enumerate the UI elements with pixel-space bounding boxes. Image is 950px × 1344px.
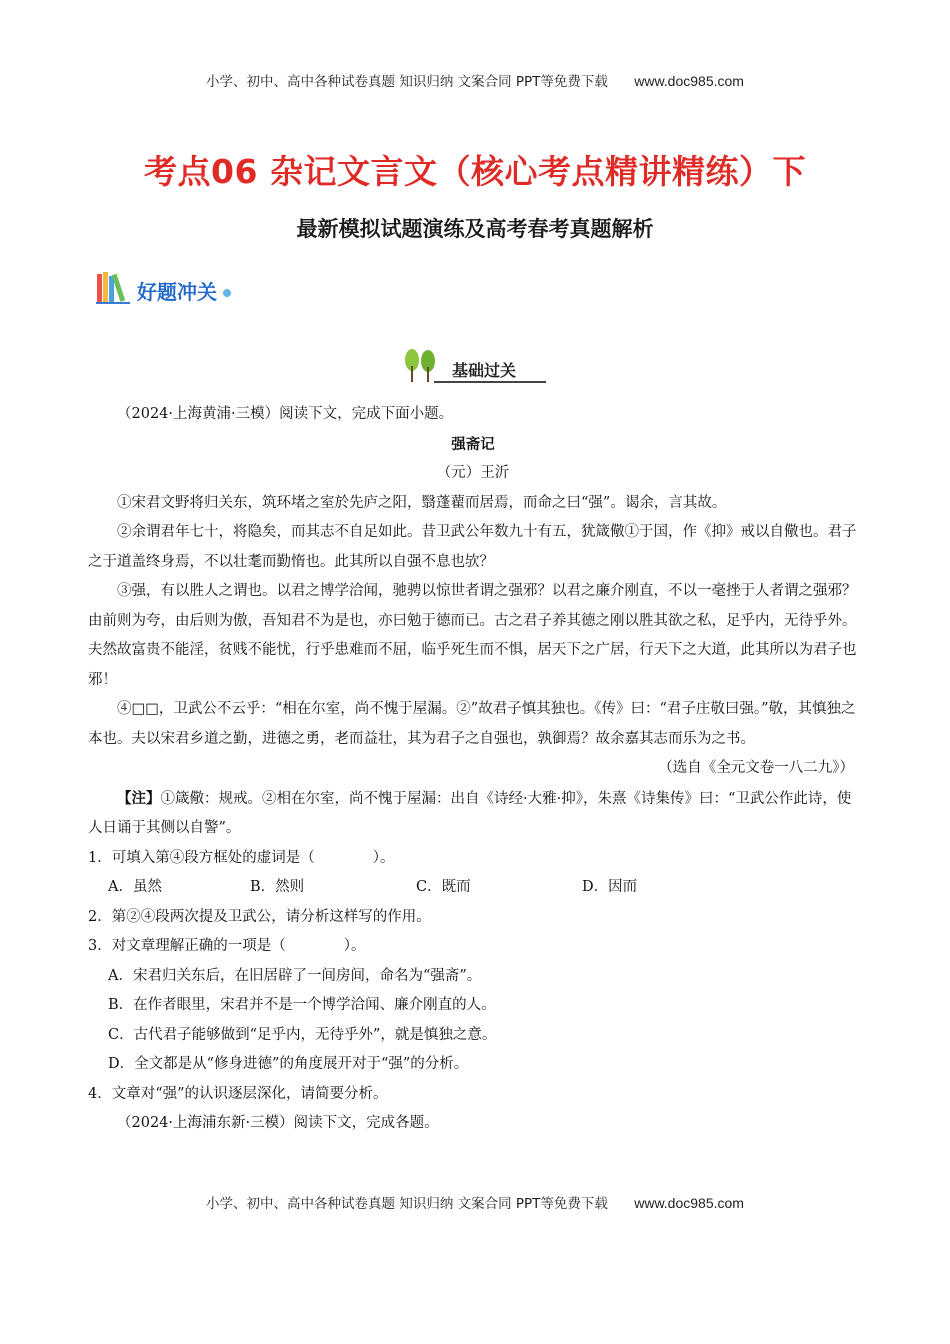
article-paragraph-2: ②余谓君年七十，将隐矣，而其志不自足如此。昔卫武公年数九十有五，犹箴儆①于国，作《抑》戒以自儆也。君子之于道盖终身焉，不以壮耄而勤惰也。此其所以自强不息也欤？	[88, 524, 857, 570]
question-2: 2．第②④段两次提及卫武公，请分析这样写的作用。	[88, 908, 431, 925]
next-passage-intro: （2024·上海浦东新·三模）阅读下文，完成各题。	[117, 1115, 439, 1131]
q1-option-d: D．因而	[582, 879, 638, 895]
page-title: 考点06 杂记文言文（核心考点精讲精练）下	[144, 152, 806, 191]
main-content	[88, 400, 858, 1139]
header-text: 小学、初中、高中各种试卷真题 知识归纳 文案合同 PPT等免费下载	[206, 74, 608, 90]
q3-option-a: A．宋君归关东后，在旧居辟了一间房间，命名为“强斋”。	[108, 967, 482, 984]
q1-option-b: B．然则	[250, 879, 305, 895]
section-badge	[400, 348, 550, 386]
q3-option-b: B．在作者眼里，宋君并不是一个博学洽闻、廉介刚直的人。	[108, 997, 496, 1013]
q1-option-c: C．既而	[416, 879, 471, 895]
article-author: （元）王沂	[436, 465, 510, 481]
q1-option-a: A．虽然	[108, 879, 162, 895]
q3-option-c: C．古代君子能够做到“足乎内，无待乎外”，就是慎独之意。	[108, 1026, 497, 1043]
badge-dot-icon	[223, 289, 231, 297]
article-paragraph-1: ①宋君文野将归关东，筑环堵之室於先庐之阳，翳蓬藋而居焉，而命之曰“强”。谒余，言其故。	[117, 494, 727, 511]
note-text: ①箴儆：规戒。②相在尔室，尚不愧于屋漏：出自《诗经·大雅·抑》，朱熹《诗集传》曰：“卫武公作此诗，使人日诵于其侧以自警”。	[88, 790, 852, 836]
good-questions-badge	[95, 270, 231, 310]
footer-site-link[interactable]: www.doc985.com	[634, 1195, 744, 1211]
question-4: 4．文章对“强”的认识逐层深化，请简要分析。	[88, 1085, 388, 1102]
books-icon	[95, 270, 135, 310]
article-source: （选自《全元文卷一八二九》）	[658, 760, 854, 776]
page-header	[0, 70, 950, 90]
question-1: 1．可填入第④段方框处的虚词是（ ）。	[88, 849, 395, 866]
passage-intro: （2024·上海黄浦·三模）阅读下文，完成下面小题。	[117, 406, 454, 422]
page-subtitle: 最新模拟试题演练及高考春考真题解析	[296, 217, 654, 241]
header-site-link[interactable]: www.doc985.com	[634, 73, 744, 89]
article-title: 强斋记	[451, 435, 495, 453]
section-label: 基础过关	[452, 361, 517, 380]
note-label: 【注】	[117, 789, 161, 807]
question-3: 3．对文章理解正确的一项是（ ）。	[88, 938, 366, 954]
section-underline	[434, 381, 546, 383]
article-paragraph-3: ③强，有以胜人之谓也。以君之博学洽闻，驰骋以惊世者谓之强邪？以君之廉介刚直，不以一毫挫于人者谓之强邪？由前则为夸，由后则为傲，吾知君不为是也，亦曰勉于德而已。古之君子养其德之刚以胜其欲之私，足乎内，无待乎外。夫然故富贵不能淫，贫贱不能忧，行乎患难而不屈，临乎死生而不惧，居天下之广居，行天下之大道，此其所以为君子也邪！	[88, 583, 857, 688]
badge-label: 好题冲关	[137, 279, 217, 304]
footer-text: 小学、初中、高中各种试卷真题 知识归纳 文案合同 PPT等免费下载	[206, 1196, 608, 1212]
question-1-options	[88, 873, 858, 903]
article-note	[88, 784, 858, 844]
page-footer	[0, 1192, 950, 1212]
article-paragraph-4: ④□□，卫武公不云乎：“相在尔室，尚不愧于屋漏。②”故君子慎其独也。《传》曰：“君子庄敬曰强。”敬，其慎独之本也。夫以宋君乡道之勤，进德之勇，老而益壮，其为君子之自强也，孰御焉？故余嘉其志而乐为之书。	[88, 701, 856, 747]
q3-option-d: D．全文都是从“修身进德”的角度展开对于“强”的分析。	[108, 1056, 469, 1072]
